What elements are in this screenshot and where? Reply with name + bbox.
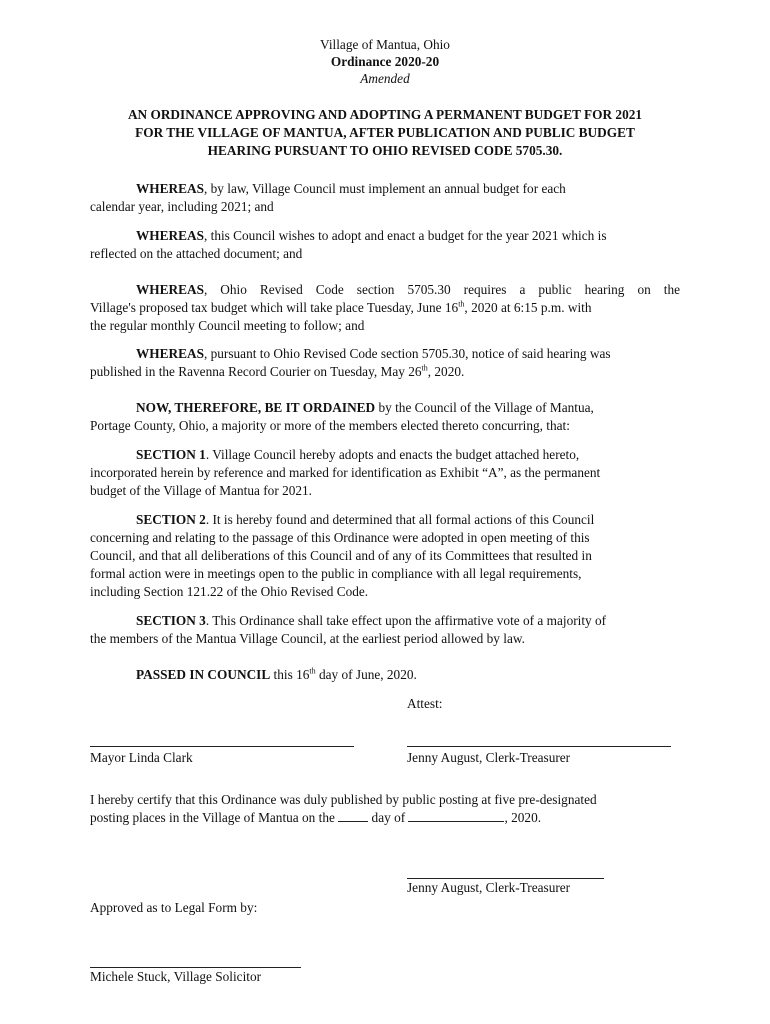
paragraph-text: by the Council of the Village of Mantua, bbox=[375, 400, 594, 415]
paragraph-text: , 2020. bbox=[427, 364, 465, 379]
attest-label: Attest: bbox=[407, 696, 443, 711]
paragraph-text: . Village Council hereby adopts and enacts the budget attached hereto, bbox=[205, 447, 580, 462]
paragraph-text: published in the Ravenna Record Courier on Tuesday, May 26 bbox=[90, 364, 422, 379]
section-1-paragraph bbox=[90, 446, 680, 500]
paragraph-text: formal action were in meetings open to the public in compliance with all legal requirements, bbox=[90, 566, 582, 581]
section-2-paragraph bbox=[90, 511, 680, 601]
paragraph-text: , Ohio Revised Code section 5705.30 requires a public hearing on the bbox=[203, 282, 680, 297]
paragraph-text: Portage County, Ohio, a majority or more of the members elected thereto concurring, that: bbox=[90, 418, 570, 433]
whereas-lead: WHEREAS bbox=[136, 181, 204, 196]
mayor-name: Mayor Linda Clark bbox=[90, 750, 193, 765]
paragraph-text: day of bbox=[368, 810, 409, 825]
paragraph-text: concerning and relating to the passage of this Ordinance were adopted in open meeting of this bbox=[90, 530, 590, 545]
certification-paragraph bbox=[90, 791, 680, 827]
paragraph-text: budget of the Village of Mantua for 2021. bbox=[90, 483, 312, 498]
day-blank[interactable] bbox=[338, 810, 368, 822]
solicitor-signature-line[interactable] bbox=[90, 967, 301, 968]
approved-label: Approved as to Legal Form by: bbox=[90, 900, 258, 915]
paragraph-text: Village's proposed tax budget which will take place Tuesday, June 16 bbox=[90, 300, 459, 315]
paragraph-text: Council, and that all deliberations of this Council and of any of its Committees that resulted in bbox=[90, 548, 592, 563]
ordinance-title bbox=[80, 106, 690, 160]
title-line: FOR THE VILLAGE OF MANTUA, AFTER PUBLICATION AND PUBLIC BUDGET bbox=[135, 125, 635, 140]
passed-lead: PASSED IN COUNCIL bbox=[136, 667, 271, 682]
ordained-paragraph bbox=[90, 399, 680, 435]
clerk-signature-line[interactable] bbox=[407, 746, 671, 747]
paragraph-text: the regular monthly Council meeting to follow; and bbox=[90, 318, 365, 333]
superscript: th bbox=[309, 666, 316, 676]
section-3-paragraph bbox=[90, 612, 680, 648]
paragraph-text: calendar year, including 2021; and bbox=[90, 199, 274, 214]
section-lead: SECTION 2 bbox=[136, 512, 206, 527]
ordinance-number: Ordinance 2020-20 bbox=[330, 54, 440, 69]
whereas-paragraph-2 bbox=[90, 227, 680, 263]
whereas-lead: WHEREAS bbox=[136, 346, 204, 361]
paragraph-text: , 2020 at 6:15 p.m. with bbox=[464, 300, 592, 315]
paragraph-text: , 2020. bbox=[504, 810, 542, 825]
clerk-certification-name: Jenny August, Clerk-Treasurer bbox=[407, 880, 571, 895]
paragraph-text: the members of the Mantua Village Council, at the earliest period allowed by law. bbox=[90, 631, 525, 646]
section-lead: SECTION 3 bbox=[136, 613, 206, 628]
paragraph-text: , pursuant to Ohio Revised Code section 5705.30, notice of said hearing was bbox=[203, 346, 611, 361]
whereas-lead: WHEREAS bbox=[136, 282, 204, 297]
paragraph-text: incorporated herein by reference and marked for identification as Exhibit “A”, as the permanent bbox=[90, 465, 601, 480]
month-blank[interactable] bbox=[408, 810, 504, 822]
paragraph-text: , by law, Village Council must implement an annual budget for each bbox=[203, 181, 566, 196]
amended-label: Amended bbox=[360, 71, 410, 86]
paragraph-text: including Section 121.22 of the Ohio Revised Code. bbox=[90, 584, 369, 599]
whereas-paragraph-4 bbox=[90, 345, 680, 381]
paragraph-text: this 16 bbox=[270, 667, 310, 682]
paragraph-text: , this Council wishes to adopt and enact a budget for the year 2021 which is bbox=[203, 228, 607, 243]
whereas-paragraph-3 bbox=[90, 281, 680, 335]
village-name: Village of Mantua, Ohio bbox=[320, 37, 450, 52]
paragraph-text: . This Ordinance shall take effect upon the affirmative vote of a majority of bbox=[205, 613, 607, 628]
clerk-certification-signature-line[interactable] bbox=[407, 878, 604, 879]
whereas-lead: WHEREAS bbox=[136, 228, 204, 243]
mayor-signature-line[interactable] bbox=[90, 746, 354, 747]
title-line: AN ORDINANCE APPROVING AND ADOPTING A PERMANENT BUDGET FOR 2021 bbox=[127, 107, 643, 122]
whereas-paragraph-1 bbox=[90, 180, 680, 216]
passed-paragraph bbox=[90, 666, 680, 684]
section-lead: SECTION 1 bbox=[136, 447, 206, 462]
paragraph-text: I hereby certify that this Ordinance was duly published by public posting at five pre-designated bbox=[90, 792, 597, 807]
paragraph-text: . It is hereby found and determined that all formal actions of this Council bbox=[205, 512, 595, 527]
superscript: th bbox=[458, 299, 465, 309]
clerk-name: Jenny August, Clerk-Treasurer bbox=[407, 750, 571, 765]
paragraph-text: day of June, 2020. bbox=[315, 667, 417, 682]
ordained-lead: NOW, THEREFORE, BE IT ORDAINED bbox=[136, 400, 376, 415]
solicitor-name: Michele Stuck, Village Solicitor bbox=[90, 969, 262, 984]
paragraph-text: reflected on the attached document; and bbox=[90, 246, 303, 261]
title-line: HEARING PURSUANT TO OHIO REVISED CODE 5705.30. bbox=[207, 143, 563, 158]
paragraph-text: posting places in the Village of Mantua on the bbox=[90, 810, 339, 825]
superscript: th bbox=[421, 363, 428, 373]
